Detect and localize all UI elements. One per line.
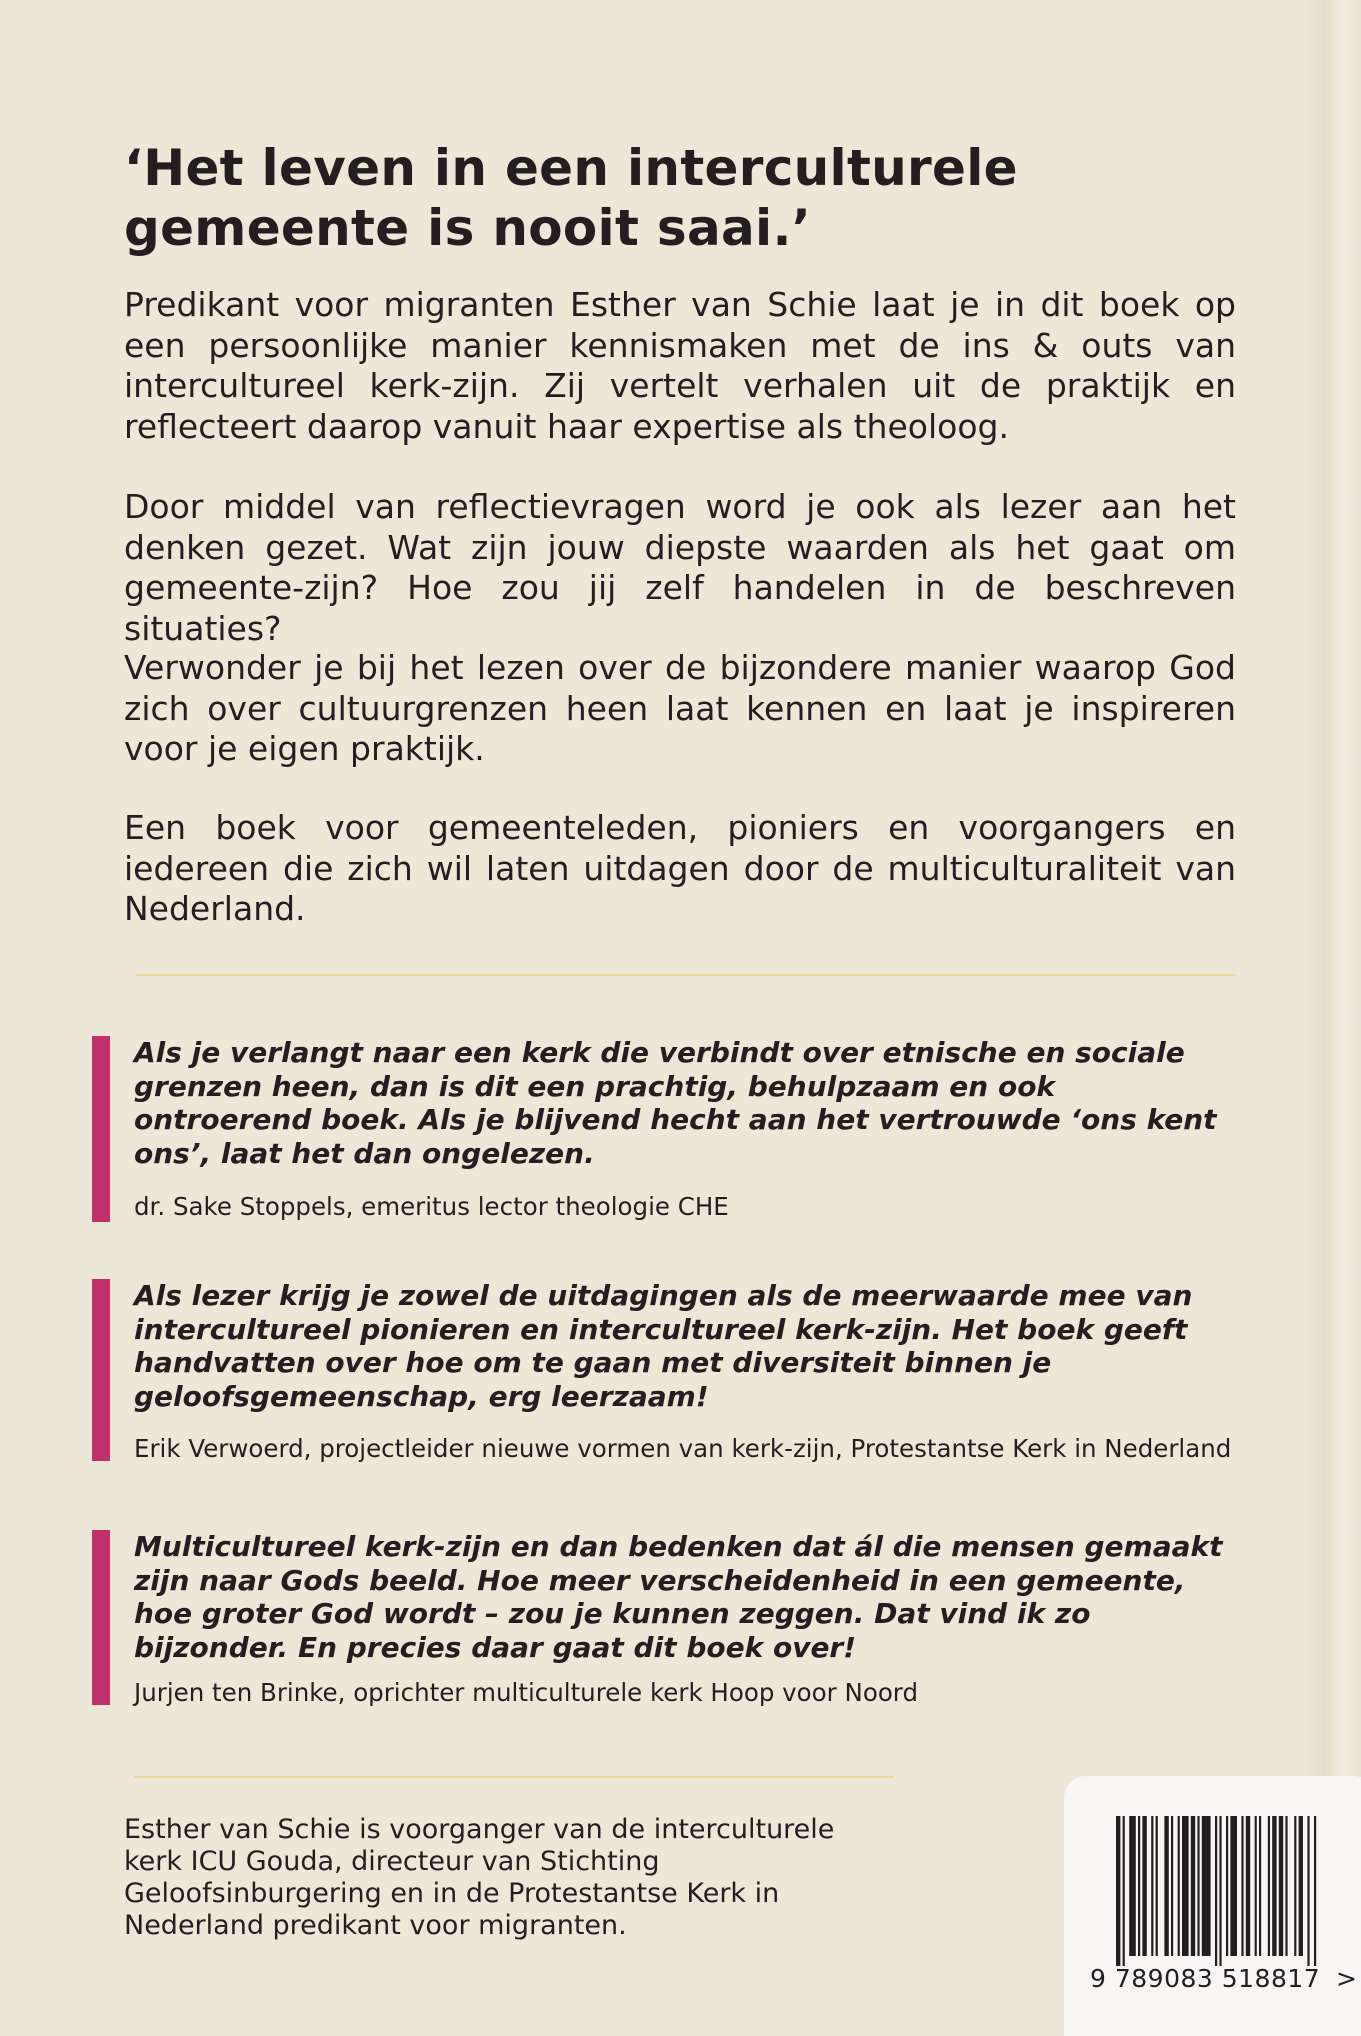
barcode-bar: [1255, 1816, 1257, 1956]
barcode-bar: [1246, 1816, 1250, 1956]
spine-shade: [1301, 0, 1361, 2036]
quote-block-3: [92, 1530, 1236, 1705]
barcode-bar: [1164, 1816, 1168, 1956]
barcode-bar: [1191, 1816, 1195, 1956]
barcode-bar: [1129, 1816, 1136, 1956]
barcode-bar: [1230, 1816, 1237, 1956]
quote-block-2: [92, 1279, 1236, 1461]
headline-line-1: ‘Het leven in een interculturele: [124, 139, 1018, 197]
intro-paragraph-4: Een boek voor gemeenteleden, pioniers en voorgangers en iedereen die zich wil laten uitdagen door de multiculturaliteit van Nederland.: [124, 808, 1236, 928]
barcode-bar: [1268, 1816, 1270, 1956]
barcode-bar: [1116, 1816, 1120, 1966]
quote-accent-bar: [92, 1279, 110, 1461]
author-bio: Esther van Schie is voorganger van de interculturele kerk ICU Gouda, directeur van Stichting Geloofsinburgering en in de Protestantse Kerk in Nederland predikant voor migranten.: [124, 1814, 835, 1941]
quote-text: Als je verlangt naar een kerk die verbindt over etnische en sociale grenzen heen, dan is dit een prachtig, behulpzaam en ook ontroerend boek. Als je blijvend hecht aan het vertrouwde ‘ons kent ons’, laat het dan ongelezen.: [134, 1036, 1217, 1170]
barcode-bar: [1294, 1816, 1296, 1956]
intro-paragraph-1: Predikant voor migranten Esther van Schie laat je in dit boek op een persoonlijke manier kennismaken met de ins & outs van intercultureel kerk-zijn. Zij vertelt verhalen uit de praktijk en reflecteert daarop vanuit haar expertise als theoloog.: [124, 285, 1236, 446]
quote-text: Multicultureel kerk-zijn en dan bedenken dat ál die mensen gemaakt zijn naar Gods beeld. Hoe meer verscheidenheid in een gemeente, hoe groter God wordt – zou je kunnen zeggen. Dat vind ik zo bijzonder. En precies daar gaat dit boek over!: [134, 1530, 1223, 1664]
barcode-bar: [1202, 1816, 1211, 1956]
headline-line-2: gemeente is nooit saai.’: [124, 199, 812, 257]
barcode-bar: [1182, 1816, 1189, 1956]
barcode-arrow: >: [1336, 1964, 1357, 1993]
barcode-bar: [1279, 1816, 1283, 1956]
quote-text: Als lezer krijg je zowel de uitdagingen als de meerwaarde mee van intercultureel pionieren en intercultureel kerk-zijn. Het boek geeft handvatten over hoe om te gaan met diversiteit binnen je geloofsgemeenschap, erg leerzaam!: [134, 1279, 1193, 1413]
quote-block-1: [92, 1036, 1236, 1222]
barcode-bar: [1285, 1816, 1287, 1956]
barcode-bar: [1156, 1816, 1158, 1956]
headline: [124, 138, 1236, 258]
barcode-bar: [1215, 1816, 1217, 1966]
barcode-bar: [1142, 1816, 1146, 1956]
barcode-bar: [1272, 1816, 1276, 1956]
barcode-bar: [1197, 1816, 1199, 1956]
barcode: [1064, 1776, 1361, 2036]
barcode-bar: [1259, 1816, 1261, 1956]
divider-top: [136, 974, 1236, 976]
intro-paragraph-3: Verwonder je bij het lezen over de bijzondere manier waarop God zich over cultuurgrenzen heen laat kennen en laat je inspireren voor je eigen praktijk.: [124, 648, 1236, 768]
quote-author: Jurjen ten Brinke, oprichter multiculturele kerk Hoop voor Noord: [134, 1678, 918, 1707]
barcode-digits: 9 789083 518817: [1090, 1964, 1321, 1993]
barcode-bar: [1138, 1816, 1140, 1956]
barcode-bar: [1123, 1816, 1125, 1966]
barcode-bar: [1314, 1816, 1316, 1966]
quote-accent-bar: [92, 1530, 110, 1705]
barcode-bar: [1307, 1816, 1309, 1966]
quote-author: Erik Verwoerd, projectleider nieuwe vormen van kerk-zijn, Protestantse Kerk in Nederland: [134, 1434, 1232, 1463]
divider-bottom: [134, 1776, 894, 1778]
barcode-bar: [1226, 1816, 1228, 1956]
intro-paragraph-2: Door middel van reflectievragen word je ook als lezer aan het denken gezet. Wat zijn jouw diepste waarden als het gaat om gemeente-zijn? Hoe zou jij zelf handelen in de beschreven situaties?: [124, 487, 1236, 648]
barcode-bar: [1171, 1816, 1173, 1956]
barcode-bar: [1151, 1816, 1153, 1956]
barcode-bar: [1178, 1816, 1180, 1956]
barcode-bars: [1116, 1816, 1328, 1966]
quote-author: dr. Sake Stoppels, emeritus lector theologie CHE: [134, 1192, 729, 1221]
quote-accent-bar: [92, 1036, 110, 1222]
barcode-bar: [1299, 1816, 1303, 1956]
barcode-bar: [1241, 1816, 1243, 1956]
barcode-bar: [1219, 1816, 1221, 1966]
